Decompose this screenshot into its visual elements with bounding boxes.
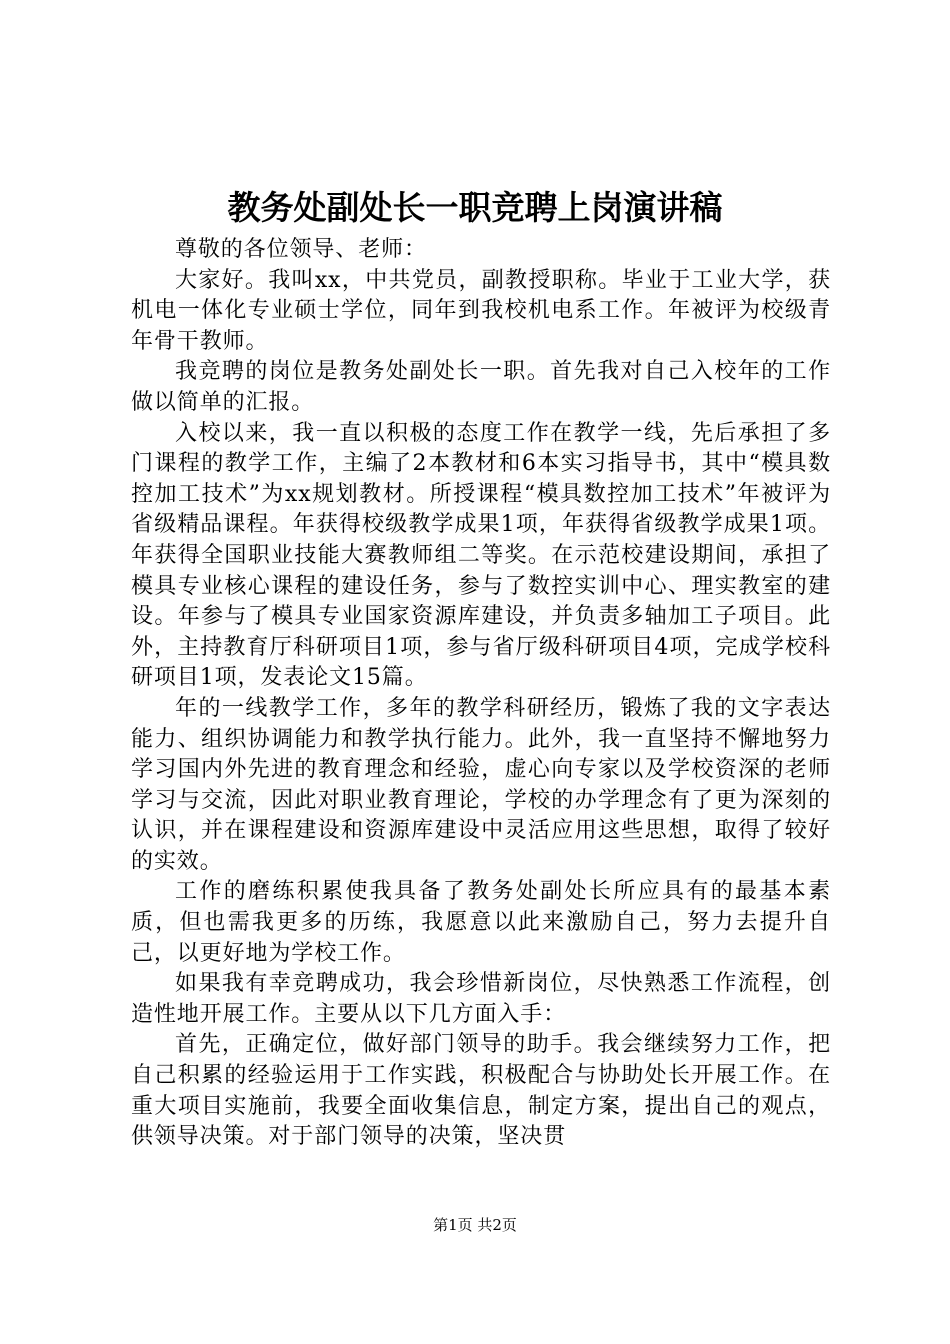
paragraph-plan: 如果我有幸竞聘成功，我会珍惜新岗位，尽快熟悉工作流程，创造性地开展工作。主要从以下几方面入手： [131,971,831,1027]
paragraph-salutation: 尊敬的各位领导、老师： [175,237,427,262]
paragraph-position: 我竞聘的岗位是教务处副处长一职。首先我对自己入校年的工作做以简单的汇报。 [131,359,831,415]
document-title: 教务处副处长一职竞聘上岗演讲稿 [227,188,723,227]
paragraph-achievements: 入校以来，我一直以积极的态度工作在教学一线，先后承担了多门课程的教学工作，主编了2本教材和6本实习指导书，其中“模具数控加工技术”为xx规划教材。所授课程“模具数控加工技术”年被评为省级精品课程。年获得校级教学成果1项，年获得省级教学成果1项。年获得全国职业技能大赛教师组二等奖。在示范校建设期间，承担了模具专业核心课程的建设任务，参与了数控实训中心、理实教室的建设。年参与了模具专业国家资源库建设，并负责多轴加工子项目。此外，主持教育厅科研项目1项，参与省厅级科研项目4项，完成学校科研项目1项，发表论文15篇。 [131,420,831,691]
paragraph-first-point: 首先，正确定位，做好部门领导的助手。我会继续努力工作，把自己积累的经验运用于工作实践，积极配合与协助处长开展工作。在重大项目实施前，我要全面收集信息，制定方案，提出自己的观点，供领导决策。对于部门领导的决策，坚决贯 [131,1032,831,1150]
document-body [131,235,831,1153]
paragraph-qualities: 工作的磨练积累使我具备了教务处副处长所应具有的最基本素质，但也需我更多的历练，我愿意以此来激励自己，努力去提升自己，以更好地为学校工作。 [131,879,831,966]
paragraph-experience: 年的一线教学工作，多年的教学科研经历，锻炼了我的文字表达能力、组织协调能力和教学执行能力。此外，我一直坚持不懈地努力学习国内外先进的教育理念和经验，虚心向专家以及学校资深的老师学习与交流，因此对职业教育理论，学校的办学理念有了更为深刻的认识，并在课程建设和资源库建设中灵活应用这些思想，取得了较好的实效。 [131,695,831,874]
paragraph-introduction: 大家好。我叫xx，中共党员，副教授职称。毕业于工业大学，获机电一体化专业硕士学位，同年到我校机电系工作。年被评为校级青年骨干教师。 [131,267,831,354]
page-number-footer: 第1页 共2页 [433,1216,517,1234]
